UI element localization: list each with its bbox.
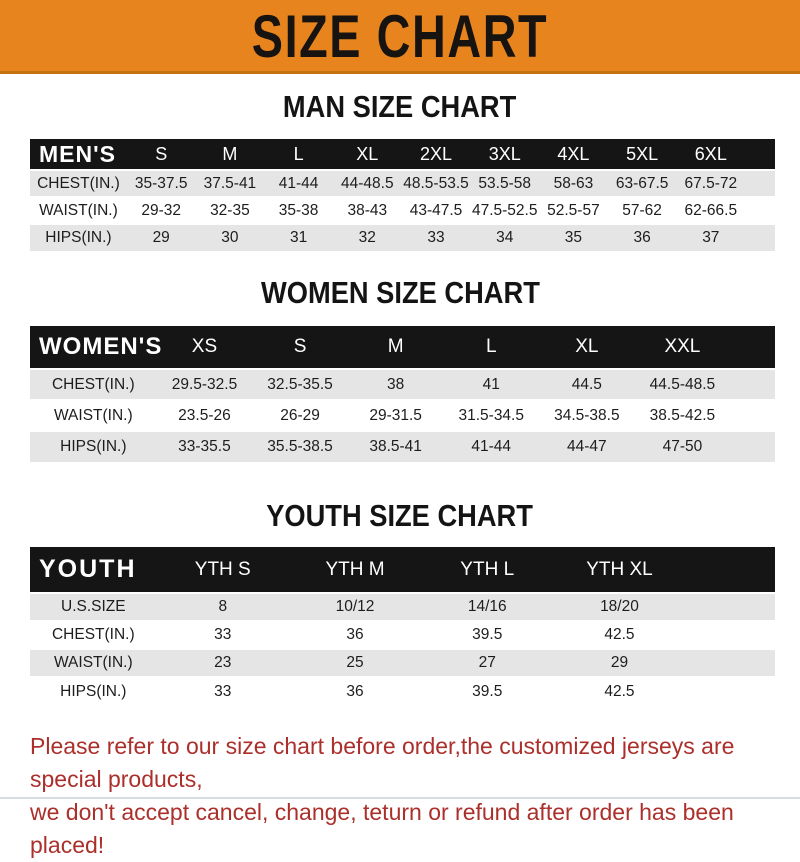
women-section-heading (0, 275, 800, 311)
size-value-cell: 33-35.5 (178, 438, 231, 455)
size-value-cell: 36 (346, 682, 364, 700)
size-value-cell: 41 (482, 375, 500, 393)
row-spacer (730, 431, 775, 462)
size-column-header: YTH S (194, 558, 251, 580)
measurement-row (30, 431, 775, 462)
size-value-cell: 38 (387, 375, 405, 393)
size-value-cell: 32 (358, 229, 376, 246)
size-value-cell: 42.5 (604, 682, 635, 700)
size-value-cell: 38.5-42.5 (649, 406, 716, 424)
size-value-cell: 31.5-34.5 (458, 406, 524, 424)
size-value-cell: 29 (152, 229, 170, 246)
size-value-cell: 30 (221, 229, 239, 246)
size-value-cell: 62-66.5 (684, 201, 738, 219)
size-value-cell: 38.5-41 (369, 438, 422, 455)
size-value-cell: 31 (289, 229, 308, 246)
size-value-cell: 47.5-52.5 (471, 201, 538, 219)
size-value-cell: 38-43 (347, 201, 388, 219)
size-value-cell: 35-37.5 (134, 174, 188, 192)
size-value-cell: 8 (218, 598, 228, 615)
size-value-cell: 36 (633, 229, 651, 246)
size-value-cell: 37.5-41 (203, 174, 257, 192)
size-value-cell: 42.5 (604, 626, 635, 643)
size-value-cell: 10/12 (335, 598, 375, 615)
row-label: U.S.SIZE (61, 598, 126, 615)
size-value-cell: 57-62 (622, 201, 662, 219)
size-value-cell: 35.5-38.5 (267, 438, 333, 455)
size-value-cell: 39.5 (472, 626, 503, 643)
size-value-cell: 33 (214, 682, 232, 700)
size-value-cell: 32.5-35.5 (267, 375, 333, 393)
size-value-cell: 33 (214, 626, 232, 643)
measurement-row (30, 677, 775, 705)
size-column-header: YTH M (325, 558, 385, 580)
size-value-cell: 48.5-53.5 (403, 174, 469, 192)
measurement-row (30, 649, 775, 677)
size-value-cell: 23.5-26 (178, 406, 231, 424)
size-value-cell: 41-44 (471, 438, 512, 455)
bottom-divider (0, 797, 800, 799)
page-title: SIZE CHART (251, 2, 549, 70)
size-value-cell: 52.5-57 (547, 201, 600, 219)
size-value-cell: 32-35 (210, 201, 250, 219)
size-column-header: 2XL (419, 143, 453, 164)
size-column-header: L (485, 336, 497, 357)
size-value-cell: 44.5-48.5 (649, 375, 716, 393)
size-value-cell: 29.5-32.5 (171, 375, 238, 393)
row-spacer (730, 400, 775, 431)
row-label: CHEST(IN.) (51, 375, 135, 393)
row-spacer (686, 677, 775, 705)
size-value-cell: 37 (702, 229, 720, 246)
header-spacer (730, 326, 775, 369)
row-label: CHEST(IN.) (51, 626, 135, 643)
disclaimer-line-1: Please refer to our size chart before order,the customized jerseys are special products, (30, 733, 735, 792)
table-corner-label: MEN'S (39, 140, 116, 167)
row-spacer (745, 197, 775, 224)
size-value-cell: 39.5 (472, 682, 503, 700)
size-column-header: S (293, 336, 307, 357)
measurement-row (30, 621, 775, 649)
row-label: WAIST(IN.) (39, 201, 118, 219)
header-spacer (686, 547, 775, 593)
row-spacer (745, 224, 775, 251)
women-size-chart-section (0, 275, 800, 462)
measurement-row (30, 369, 775, 400)
size-value-cell: 41-44 (278, 174, 319, 192)
size-value-cell: 29 (610, 654, 629, 671)
size-column-header: M (222, 143, 238, 164)
youth-section-heading-text: YOUTH SIZE CHART (266, 498, 534, 533)
size-value-cell: 29-31.5 (369, 406, 422, 424)
order-disclaimer (0, 730, 800, 862)
size-value-cell: 36 (346, 626, 364, 643)
row-spacer (686, 593, 775, 621)
size-column-header: 6XL (694, 143, 727, 164)
size-value-cell: 47-50 (662, 438, 703, 455)
row-spacer (745, 170, 775, 197)
disclaimer-line-2: we don't accept cancel, change, teturn or refund after order has been placed! (30, 799, 734, 858)
youth-section-heading (0, 498, 800, 534)
size-value-cell: 67.5-72 (684, 174, 738, 192)
size-column-header: YTH L (460, 558, 515, 580)
row-spacer (730, 369, 775, 400)
size-value-cell: 43-47.5 (409, 201, 463, 219)
men-section-heading (0, 89, 800, 125)
size-value-cell: 35 (564, 229, 583, 246)
size-value-cell: 26-29 (280, 406, 320, 424)
size-value-cell: 34 (496, 229, 514, 246)
men-size-table (30, 139, 775, 251)
size-column-header: XS (191, 336, 218, 357)
size-column-header: YTH XL (586, 558, 653, 580)
size-column-header: 5XL (626, 143, 659, 164)
size-column-header: XL (575, 336, 599, 357)
size-value-cell: 35-38 (278, 201, 319, 219)
size-table-header-row (30, 326, 775, 369)
row-spacer (686, 649, 775, 677)
size-value-cell: 23 (214, 654, 232, 671)
size-value-cell: 18/20 (600, 598, 639, 615)
measurement-row (30, 170, 775, 197)
size-column-header: M (387, 336, 404, 357)
size-chart-banner (0, 0, 800, 74)
size-value-cell: 44-48.5 (341, 174, 394, 192)
size-column-header: XL (356, 143, 379, 164)
measurement-row (30, 197, 775, 224)
row-label: WAIST(IN.) (54, 406, 133, 424)
table-corner-label: WOMEN'S (39, 333, 163, 360)
measurement-row (30, 224, 775, 251)
size-value-cell: 25 (346, 654, 364, 671)
row-label: HIPS(IN.) (60, 438, 127, 455)
measurement-row (30, 593, 775, 621)
men-section-heading-text: MAN SIZE CHART (283, 89, 517, 124)
women-section-heading-text: WOMEN SIZE CHART (260, 275, 540, 310)
size-value-cell: 53.5-58 (478, 174, 531, 192)
header-spacer (745, 139, 775, 170)
size-column-header: S (155, 143, 168, 164)
size-column-header: XXL (664, 336, 701, 357)
size-table-header-row (30, 139, 775, 170)
row-label: HIPS(IN.) (60, 682, 127, 700)
row-label: CHEST(IN.) (37, 174, 120, 192)
measurement-row (30, 400, 775, 431)
men-size-chart-section (0, 89, 800, 251)
size-value-cell: 14/16 (467, 598, 507, 615)
youth-size-chart-section (0, 498, 800, 705)
size-value-cell: 63-67.5 (615, 174, 669, 192)
row-label: HIPS(IN.) (45, 229, 112, 246)
size-value-cell: 27 (478, 654, 496, 671)
women-size-table (30, 326, 775, 462)
size-value-cell: 33 (427, 229, 445, 246)
size-column-header: L (293, 143, 304, 164)
row-spacer (686, 621, 775, 649)
table-corner-label: YOUTH (39, 555, 137, 583)
size-column-header: 3XL (488, 143, 521, 164)
size-value-cell: 44-47 (567, 438, 607, 455)
size-value-cell: 44.5 (571, 375, 602, 393)
size-value-cell: 29-32 (141, 201, 182, 219)
youth-size-table (30, 547, 775, 705)
size-table-header-row (30, 547, 775, 593)
size-column-header: 4XL (557, 143, 590, 164)
size-value-cell: 58-63 (553, 174, 594, 192)
size-value-cell: 34.5-38.5 (554, 406, 620, 424)
row-label: WAIST(IN.) (54, 654, 133, 671)
